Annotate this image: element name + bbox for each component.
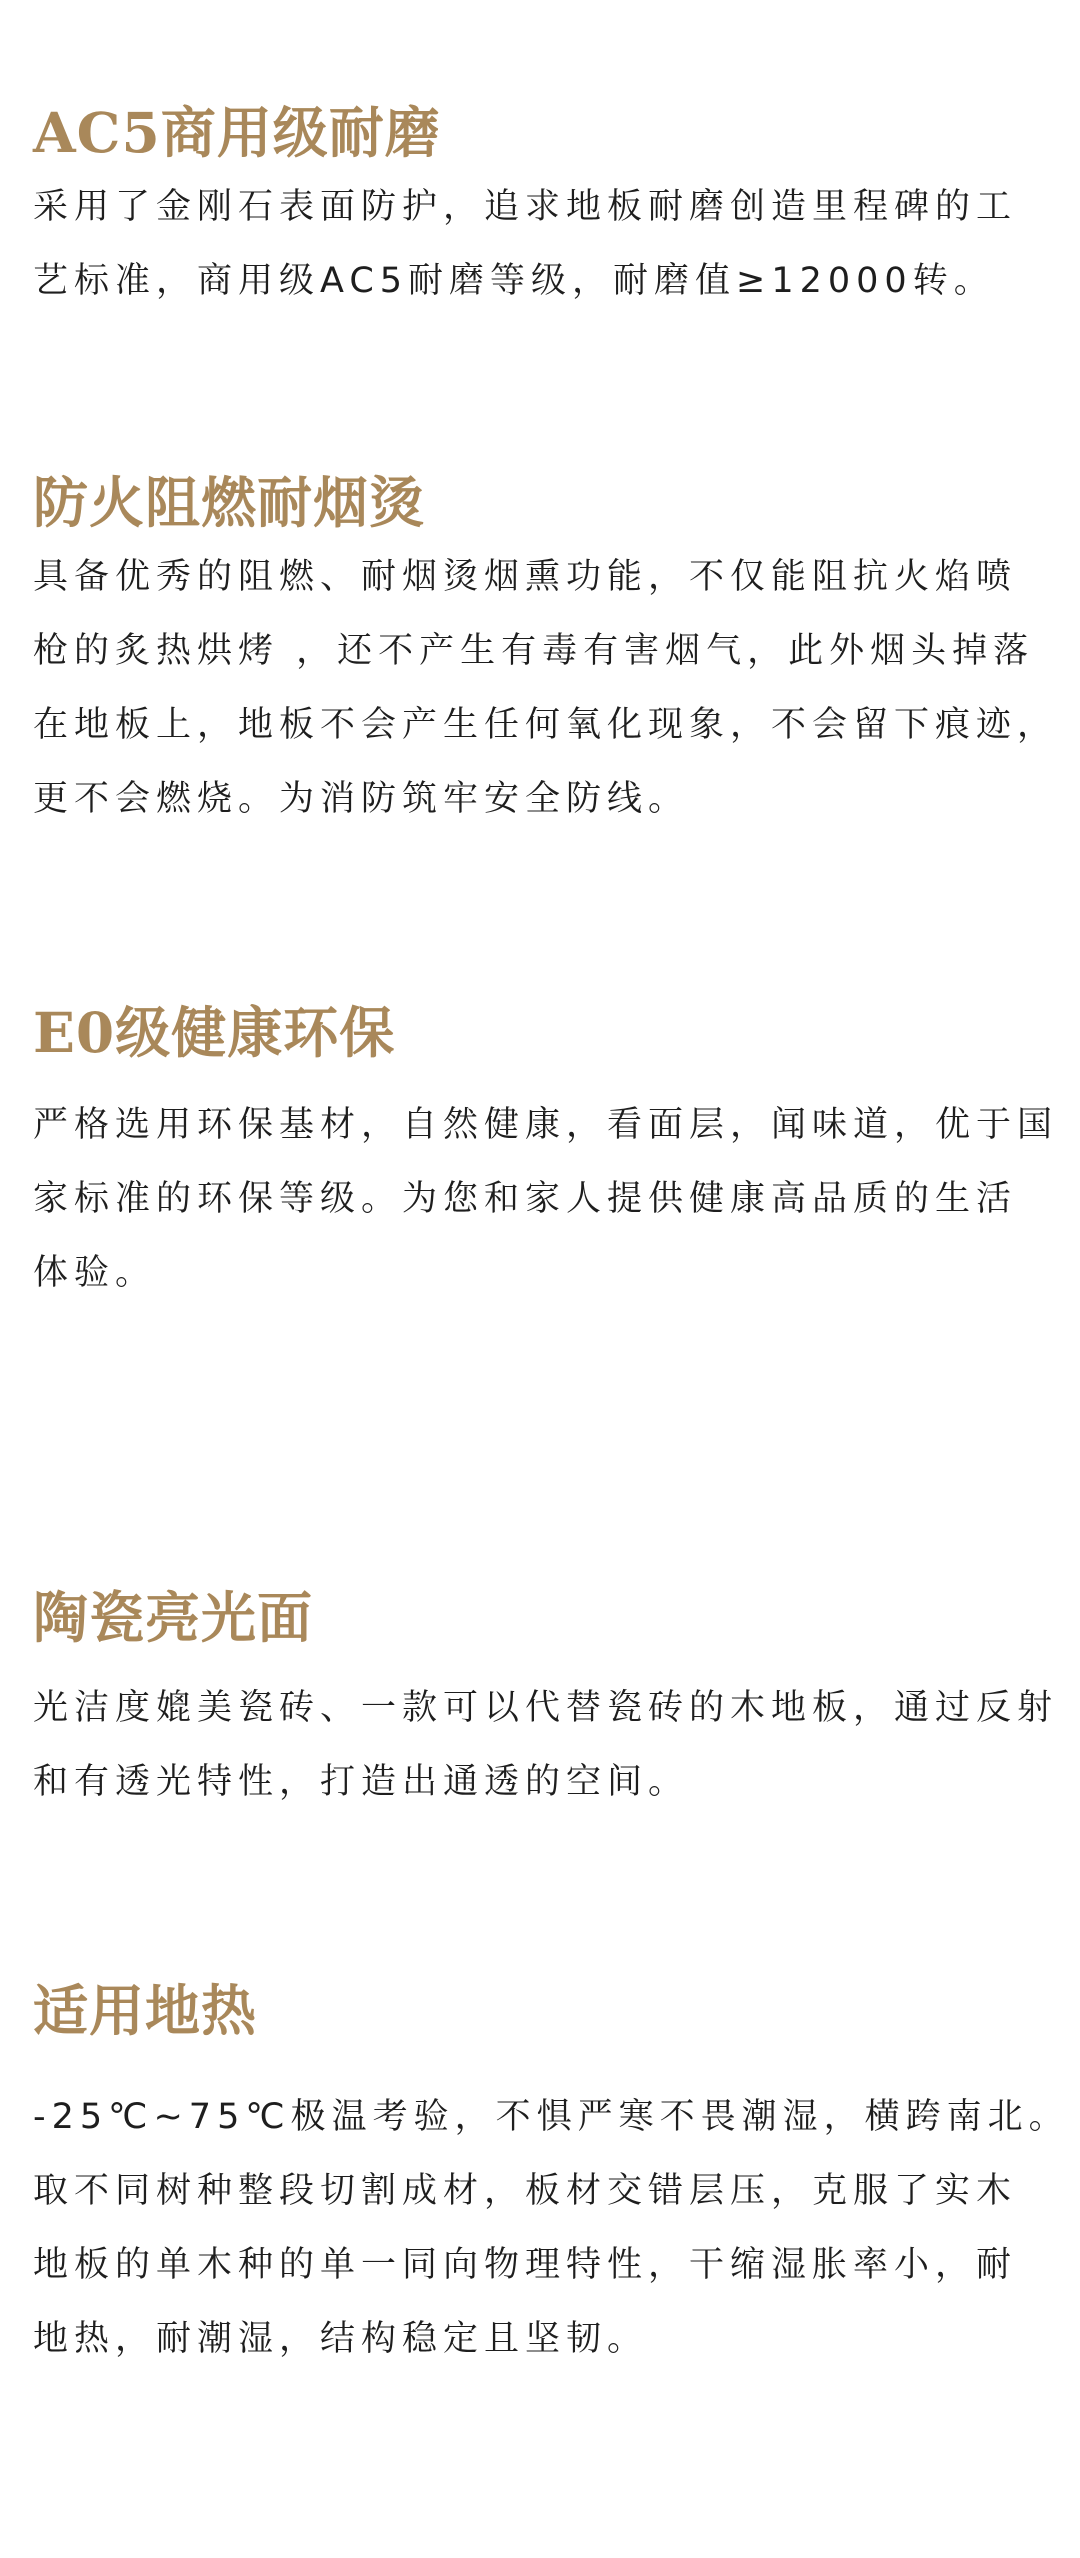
description-line: 更不会燃烧。为消防筑牢安全防线。 xyxy=(33,779,690,819)
description-line: 采用了金刚石表面防护，追求地板耐磨创造里程碑的工 xyxy=(33,187,1018,227)
feature-section-floor-heating xyxy=(33,1976,1070,2376)
description-line: 地板的单木种的单一同向物理特性，干缩湿胀率小，耐 xyxy=(33,2245,1018,2285)
description-line: 光洁度媲美瓷砖、一款可以代替瓷砖的木地板，通过反射 xyxy=(33,1688,1059,1728)
description-line: 和有透光特性，打造出通透的空间。 xyxy=(33,1762,690,1802)
section-title: AC5商用级耐磨 xyxy=(33,100,441,165)
feature-section-fire-resistance xyxy=(33,468,1059,836)
section-description xyxy=(33,1671,1059,1819)
section-description xyxy=(33,170,1053,318)
feature-section-ceramic-gloss xyxy=(33,1583,1059,1819)
section-description xyxy=(33,1088,1059,1310)
feature-section-e0-eco-friendly xyxy=(33,998,1059,1310)
section-title: E0级健康环保 xyxy=(33,1000,396,1065)
description-line: -25℃~75℃极温考验，不惧严寒不畏潮湿，横跨南北。 xyxy=(33,2097,1070,2137)
description-line: 枪的炙热烘烤 ，还不产生有毒有害烟气，此外烟头掉落 xyxy=(33,631,1035,671)
description-line: 艺标准，商用级AC5耐磨等级，耐磨值≥12000转。 xyxy=(33,261,995,301)
section-title: 防火阻燃耐烟烫 xyxy=(33,470,426,535)
description-line: 取不同树种整段切割成材，板材交错层压，克服了实木 xyxy=(33,2171,1018,2211)
description-line: 地热，耐潮湿，结构稳定且坚韧。 xyxy=(33,2319,649,2359)
description-line: 家标准的环保等级。为您和家人提供健康高品质的生活 xyxy=(33,1179,1018,1219)
section-description xyxy=(33,540,1059,836)
description-line: 严格选用环保基材，自然健康，看面层，闻味道，优于国 xyxy=(33,1105,1059,1145)
description-line: 在地板上，地板不会产生任何氧化现象，不会留下痕迹， xyxy=(33,705,1059,745)
description-line: 具备优秀的阻燃、耐烟烫烟熏功能，不仅能阻抗火焰喷 xyxy=(33,557,1018,597)
section-title: 适用地热 xyxy=(33,1978,258,2043)
feature-section-ac5-wear-resistance xyxy=(33,98,1053,318)
section-title: 陶瓷亮光面 xyxy=(33,1585,314,1650)
description-line: 体验。 xyxy=(33,1253,157,1293)
section-description xyxy=(33,2080,1070,2376)
